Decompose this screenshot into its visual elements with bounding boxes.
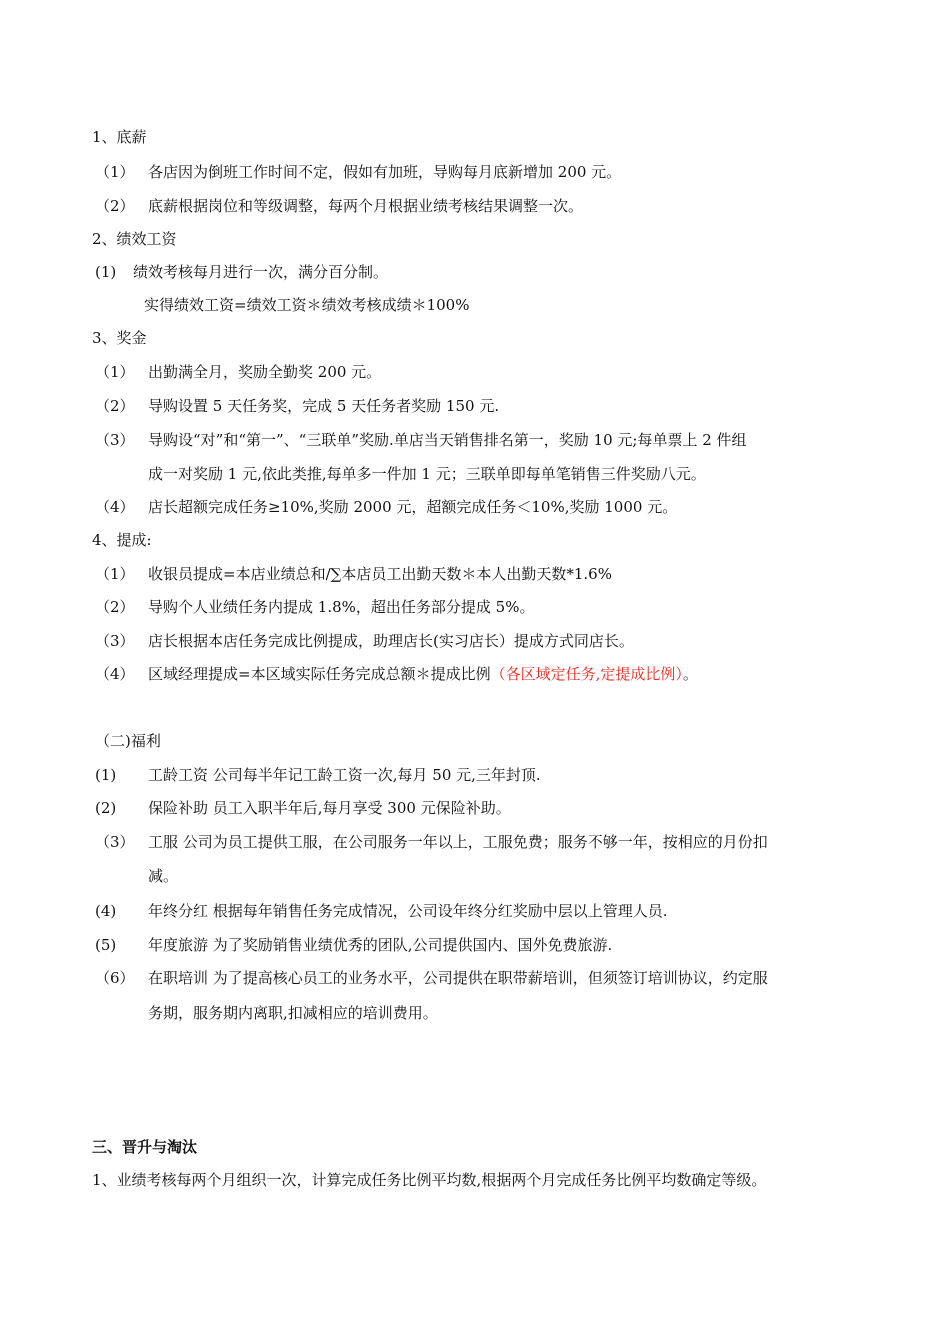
paragraph: 店长根据本店任务完成比例提成，助理店长(实习店长）提成方式同店长。	[148, 632, 634, 650]
paragraph: 收银员提成=本店业绩总和/∑本店员工出勤天数＊本人出勤天数*1.6%	[148, 565, 612, 583]
item-number: （1）	[95, 565, 135, 583]
paragraph: 1、业绩考核每两个月组织一次，计算完成任务比例平均数,根据两个月完成任务比例平均数确定等级。	[92, 1171, 767, 1189]
paragraph: 导购设置 5 天任务奖，完成 5 天任务者奖励 150 元.	[148, 397, 500, 415]
item-number: （6）	[95, 969, 135, 987]
paragraph: 各店因为倒班工作时间不定，假如有加班，导购每月底新增加 200 元。	[148, 163, 622, 181]
item-number: (1)	[95, 263, 117, 281]
paragraph-end: 。	[682, 665, 698, 683]
item-number: （2）	[95, 598, 135, 616]
item-number: (1)	[95, 766, 117, 784]
paragraph: 导购个人业绩任务内提成 1.8%，超出任务部分提成 5%。	[148, 598, 535, 616]
item-number: （1）	[95, 363, 135, 381]
paragraph: 保险补助 员工入职半年后,每月享受 300 元保险补助。	[148, 799, 511, 817]
item-number: （1）	[95, 163, 135, 181]
item-number: (5)	[95, 936, 117, 954]
section-heading-performance-pay: 2、绩效工资	[92, 230, 177, 248]
formula: 实得绩效工资=绩效工资＊绩效考核成绩＊100%	[144, 296, 470, 314]
item-number: （2）	[95, 197, 135, 215]
item-number: （4）	[95, 498, 135, 516]
paragraph: 店长超额完成任务≥10%,奖励 2000 元，超额完成任务＜10%,奖励 1000 元。	[148, 498, 678, 516]
item-number: （4）	[95, 665, 135, 683]
paragraph: 年终分红 根据每年销售任务完成情况，公司设年终分红奖励中层以上管理人员.	[148, 902, 668, 920]
section-heading-commission: 4、提成:	[92, 531, 152, 549]
paragraph-text: 区域经理提成=本区域实际任务完成总额＊提成比例	[148, 665, 491, 683]
item-number: （3）	[95, 833, 135, 851]
red-note: （各区域定任务,定提成比例）	[490, 665, 683, 683]
section-heading-bonus: 3、奖金	[92, 329, 147, 347]
paragraph: 导购设“对”和“第一”、“三联单”奖励.单店当天销售排名第一，奖励 10 元;每单票上 2 件组	[148, 431, 747, 449]
item-number: （2）	[95, 397, 135, 415]
item-number: （3）	[95, 632, 135, 650]
paragraph: 工龄工资 公司每半年记工龄工资一次,每月 50 元,三年封顶.	[148, 766, 541, 784]
item-number: (4)	[95, 902, 117, 920]
paragraph: 绩效考核每月进行一次，满分百分制。	[133, 263, 389, 281]
item-number: （3）	[95, 431, 135, 449]
paragraph-continued: 务期，服务期内离职,扣减相应的培训费用。	[148, 1004, 438, 1022]
paragraph: 工服 公司为员工提供工服，在公司服务一年以上，工服免费；服务不够一年，按相应的月份扣	[148, 833, 768, 851]
paragraph: 底薪根据岗位和等级调整，每两个月根据业绩考核结果调整一次。	[148, 197, 584, 215]
item-number: (2)	[95, 799, 117, 817]
paragraph-continued: 减。	[148, 867, 179, 885]
section-heading-promotion: 三、晋升与淘汰	[92, 1138, 198, 1156]
paragraph-continued: 成一对奖励 1 元,依此类推,每单多一件加 1 元；三联单即每单笔销售三件奖励八元。	[148, 465, 706, 483]
section-heading-welfare: （二)福利	[95, 732, 161, 750]
paragraph: 年度旅游 为了奖励销售业绩优秀的团队,公司提供国内、国外免费旅游.	[148, 936, 613, 954]
section-heading-base-salary: 1、底薪	[92, 128, 147, 146]
paragraph: 在职培训 为了提高核心员工的业务水平，公司提供在职带薪培训，但须签订培训协议，约定服	[148, 969, 768, 987]
paragraph: 出勤满全月，奖励全勤奖 200 元。	[148, 363, 382, 381]
paragraph	[148, 664, 698, 684]
